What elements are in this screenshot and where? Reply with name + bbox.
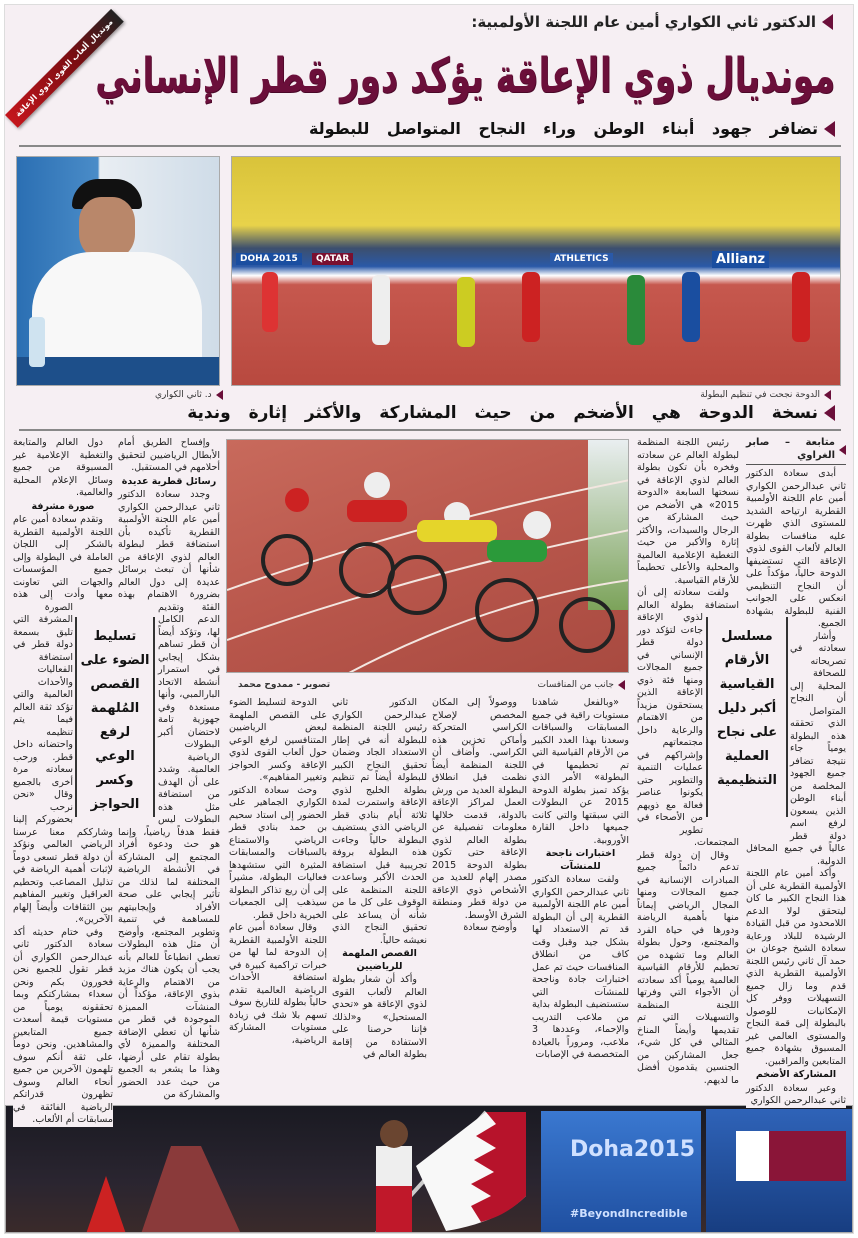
portrait-photo [16,156,220,386]
pull-quote: مسلسل الأرقام القياسية أكبر دليل على نجاح العملية التنظيمية [706,617,788,817]
article-column: الدوحة لتسليط الضوء على القصص الملهمة لبعض الرياضيين المتنافسين لرفع الوعي حول ألعاب القوى لذوي الإعاقة وكسر الحواجز وتغيير المفاهيم». وحث سعادة الدكتور الكواري الجماهير على الحضور إلى استاد سحيم بن حمد بنادي قطر الرياضي والاستمتاع بالسباقات والمسابقات المثيرة التي ستشهدها فعاليات البطولة، مشيراً إلى أن ريع تذاكر البطولة سيذهب إلى الجمعيات الخيرية داخل قطر. وقال سعادة أمين عام اللجنة الأولمبية القطرية إن الدوحة لما لها من خبرات تراكمية كبيرة في استضافة الأحداث الرياضية العالمية تقدم حالياً بطولة للتاريخ سوف تسهم بلا شك في زيادة مستويات المشاركة الرياضية، [229,697,327,1046]
article-column: رئيس اللجنة المنظمة لبطولة العالم عن سعادته وفخره بأن تكون بطولة العالم لذوي الإعاقة في نسختها السابعة «الدوحة 2015» هي الأضخم من حيث المشاركة من الرجال والسيدات، والأكثر إثارة والأكبر من حيث التغطية الإعلامية العالمية والمحلية والأعلى تحطيماً للأرقام القياسية. ولفت سعادته إلى أن استضافة بطولة العالم لذوي الإعاقة جاءت لتؤكد دور دولة قطر الإنساني في جميع المجالات ومنها فئة ذوي الإعاقة الذين يستحقون مزيداً من الاهتمام والرعاية داخل مجتمعاتهم وإشراكهم في عمليات التنمية والتطوير حتى يكونوا عناصر فعالة مع ذويهم من الأصحاء في تطوير المجتمعات. وقال إن دولة قطر تدعم دائماً جميع المبادرات الإنسانية في جميع المجالات ومنها المجال الرياضي إيماناً منها بأهمية الرياضة ودورها في حياة الفرد والمجتمع، وحول بطولة العالم وما تشهده من تحطيم للأرقام القياسية العالمية يومياً أكد سعادته أن الأجواء التي وفرتها اللجنة المنظمة والتسهيلات التي تم تقديمها وأيضاً المناخ المثالي في كل شيء، جعل المشاركين من الجنسين يقدمون أفضل ما لديهم. [637,437,739,1086]
subhead-2: نسخة الدوحة هي الأضخم من حيث المشاركة والأكثر إثارة وندية [187,403,835,423]
article-column: «وبالفعل شاهدنا مستويات راقية في جميع المسابقات والسباقات وسعدنا بهذا العدد الكبير من الأرقام القياسية التي تم تحطيمها في البطولة» الأمر الذي يؤكد تميز بطولة الدوحة 2015 عن البطولات التي سبقتها والتي كانت جميعها داخل القارة الأوروبية. اختبارات ناجحة للمنشآت ولفت سعادة الدكتور ثاني عبدالرحمن الكواري أمين عام اللجنة الأولمبية القطرية إلى أن البطولة قد تم الاستعداد لها بشكل جيد وقبل وقت كاف من انطلاق المنافسات حيث تم عمل اختبارات جادة وناجحة للمنشآت التي ستستضيف البطولة بداية من ملاعب التدريب والإحماء، وعددها 3 ملاعب، ومروراً بالعيادة المتخصصة في الإصابات [532,697,629,1060]
triangle-icon [822,14,833,30]
divider [19,429,841,431]
kicker: الدكتور ثاني الكواري أمين عام اللجنة الأولمبية: [471,13,833,31]
subhead-1: تضافر جهود أبناء الوطن وراء النجاح المتواصل للبطولة [309,119,835,138]
portrait-caption: د. ثاني الكواري [155,390,223,400]
article-column: متابعة – صابر الغراوي أبدى سعادة الدكتور ثاني عبدالرحمن الكواري أمين عام اللجنة الأولمبية القطرية ارتياحه الشديد للمستوى الذي ظهرت عليه منافسات بطولة العالم لألعاب القوى لذوي الإعاقة التي تستضيفها الدوحة حالياً، مؤكداً على أن النجاح التنظيمي انعكس على الجوانب الفنية للبطولة بشهادة الجميع. وأشار سعادته في تصريحاته للصحافة المحلية إلى أن النجاح المتواصل الذي تحققه هذه البطولة يومياً جاء نتيجة تضافر جميع الجهود المخلصة من أبناء الوطن الذين يسعون لرفع اسم دولة قطر عالياً في جميع المحافل الدولية. وأكد أمين عام اللجنة الأولمبية القطرية على أن هذا النجاح الكبير ما كان ليتحقق لولا الدعم اللامحدود من قبل القيادة الرشيدة للبلاد ورعاية سعادة الشيخ جوعان بن حمد آل ثاني رئيس اللجنة الأولمبية القطرية الذي قدم وما زال جميع التسهيلات ووفر كل الإمكانيات للوصول بالبطولة إلى قمة النجاح والمستوى العالمي غير المسبوق بشهادة جميع المتابعين والمراقبين. المشاركة الأضخم وعبر سعادة الدكتور ثاني عبدالرحمن الكواري [746,437,846,1106]
qatar-flag-illustration [336,1106,536,1233]
article-column: الدكتور ثاني عبدالرحمن الكواري رئيس اللجنة المنظمة للبطولة أنه في إطار الاستعداد الجاد وضمان تحقيق النجاح الكبير للبطولة أيضاً تم تنظيم بطولة الخليج لذوي الإعاقة واستمرت لمدة ثلاثة أيام بنادي قطر الرياضي الذي يستضيف البطولة حالياً وجاءت هذه البطولة بروفة تجريبية قبل استضافة الحدث الأكبر وساعدت اللجنة المنظمة على الوقوف على كل ما من شأنه أن يساعد على تحقيق النجاح الذي نعيشه حالياً. القصص الملهمة للرياضيين وأكد أن شعار بطولة العالم لألعاب القوى لذوي الإعاقة هو «تحدي المستحيل» و«لذلك فإننا حرصنا على الاستفادة من إقامة بطولة العالم في [332,697,427,1060]
triangle-icon [824,405,835,421]
ceremony-photo: Doha2015 #BeyondIncredible [5,1105,853,1233]
pull-quote: تسليط الضوء على القصص المُلهمة لرفع الوعي وكسر الحواجز [75,617,155,817]
article-column: وإفساح الطريق أمام الأبطال الرياضيين لتحقيق أحلامهم في المستقبل. رسائل قطرية عديدة وجدد سعادة الدكتور ثاني عبدالرحمن الكواري أمين عام اللجنة الأولمبية القطرية تأكيده بأن استضافة قطر لبطولة العالم لذوي الإعاقة من شأنها أن تبعث برسائل عديدة إلى دول العالم بضرورة الاهتمام بهذه الفئة وتقديم الدعم الكامل لها، وتؤكد أيضاً أن قطر تساهم بشكل إيجابي في استمرار أنشطة الاتحاد البارالمبي، وأنها مستعدة وفي جهوزية تامة لاحتضان أكبر البطولات الرياضية العالمية. وشدد على أن الهدف من استضافة مثل هذه البطولات ليس فقط هدفاً رياضياً، وإنما هو حث ودعوة أفراد المجتمع إلى المشاركة في الأنشطة الرياضية المختلفة لما لذلك من تأثير إيجابي على صحة الأفراد وإيجابيتهم للمساهمة في تنمية وتطوير المجتمع، وأوضح أن مثل هذه البطولات تعطي انطباعاً للعالم بأنه يجب أن يكون هناك مزيد من الاهتمام والرعاية بذوي الإعاقة، مؤكداً أن المنشآت المميزة الموجودة في قطر من شأنها أن تعطي الإضافة المختلفة والمميزة لأي بطولة تقام على أرضها، وهذا ما يشعر به الجميع من حيث عدد الحضور والمشاركة من [118,437,220,1100]
wheelchair-caption: جانب من المنافسات [538,680,626,690]
headline-block [4,41,835,122]
article-column: ووصولاً إلى المكان المخصص لإصلاح الكراسي المتحركة وأماكن تخزين هذه الكراسي. وأضاف أن اللجنة المنظمة أيضاً نظمت قبل انطلاق البطولة العديد من ورش العمل لمراكز الإعاقة بالدولة، قدمت خلالها معلومات تفصيلية عن بطولة العالم لذوي الإعاقة حتى تكون بطولة الدوحة 2015 مصدر إلهام للعديد من الأشخاص ذوي الإعاقة من دولة قطر ومنطقة الشرق الأوسط. وأوضح سعادة [432,697,527,933]
runners-illustration [232,157,841,386]
headline: مونديال ذوي الإعاقة يؤكد دور قطر الإنساني [95,48,835,104]
newspaper-page [4,4,854,1234]
byline: متابعة – صابر الغراوي [746,437,846,465]
photo-credit: تصوير - ممدوح محمد [238,680,331,690]
triangle-icon [824,121,835,137]
stadium-photo: DOHA 2015 QATAR Allianz ATHLETICS [231,156,841,386]
section-ribbon: مونديال ألعاب القوى لذوي الإعاقة [5,9,124,128]
divider [19,145,841,147]
stadium-caption: الدوحة نجحت في تنظيم البطولة [700,390,831,400]
wheelchair-race-photo [226,439,629,673]
article-column: دول العالم والمتابعة والتغطية الإعلامية غير المسبوقة من جميع وسائل الإعلام المحلية والعالمية. صورة مشرفة وتقدم سعادة أمين عام اللجنة الأولمبية القطرية بالشكر إلى اللجان العاملة في البطولة وإلى جميع المؤسسات والجهات التي تعاونت معها وأدت إلى هذه الصورة المشرفة التي تليق بسمعة دولة قطر في استضافة الفعاليات والأحداث العالمية والتي تؤكد ثقة العالم فيما يتم تنظيمه واحتضانه داخل قطر. ورحب سعادته مرة أخرى بالجميع وقال «نحن نرحب بحضوركم إلينا وشارككم معنا عرسنا الرياضي العالمي ونؤكد أن دولة قطر تسعى دوماً لإثبات أهمية الرياضة في تذليل المصاعب وتحطيم العراقيل وتغيير المفاهيم بين الثقافات وأيضاً إلهام الآخرين». وفي ختام حديثه أكد سعادة الدكتور ثاني عبدالرحمن الكواري أن قطر تقول للجميع نحن فخورون بكم ونحن سعداء بمشاركتكم وبما تحققونه يومياً من مستويات قيمة أسعدت جميع المتابعين والمشاهدين. ونحن دوماً على ثقة أنكم سوف تلهمون الآخرين من جميع أنحاء العالم وسوف تظهرون قدراتكم الرياضية الفائقة في مسابقات أم الألعاب. [13,437,113,1125]
